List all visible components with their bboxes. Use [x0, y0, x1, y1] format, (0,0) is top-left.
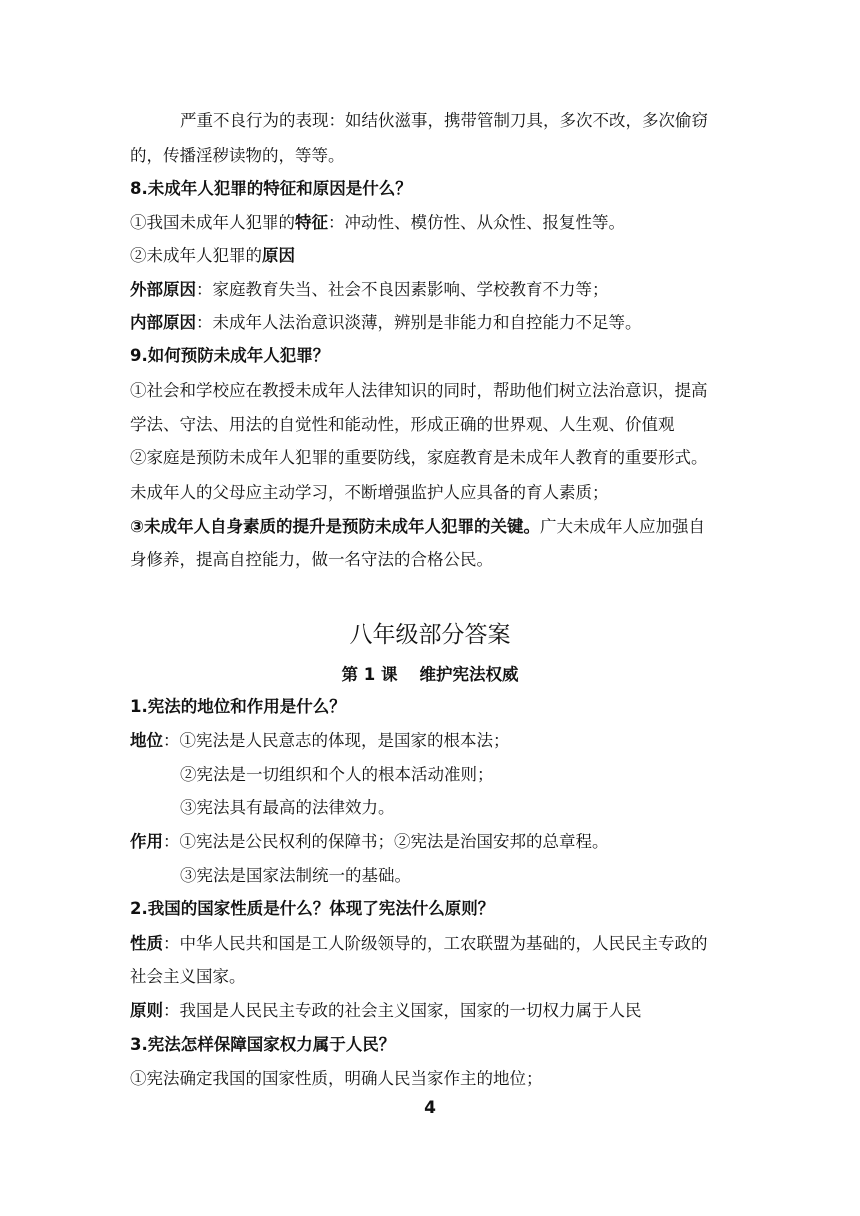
answer-label: 外部原因	[130, 280, 196, 299]
answer-line	[130, 1000, 642, 1022]
question-heading: 9.如何预防未成年人犯罪？	[130, 346, 330, 365]
answer-line: 社会主义国家。	[130, 967, 246, 986]
answer-label: 作用	[130, 832, 163, 851]
question-heading: 2.我国的国家性质是什么？体现了宪法什么原则？	[130, 899, 495, 918]
answer-line	[130, 516, 705, 538]
answer-line: 身修养，提高自控能力，做一名守法的合格公民。	[130, 550, 493, 569]
answer-text: ：未成年人法治意识淡薄，辨别是非能力和自控能力不足等。	[196, 313, 642, 332]
answer-text: 广大未成年人应加强自	[539, 517, 705, 536]
question-heading: 3.宪法怎样保障国家权力属于人民？	[130, 1035, 396, 1054]
answer-line: 学法、守法、用法的自觉性和能动性，形成正确的世界观、人生观、价值观	[130, 415, 675, 434]
question-heading: 8.未成年人犯罪的特征和原因是什么？	[130, 179, 412, 198]
question-heading: 1.宪法的地位和作用是什么？	[130, 697, 346, 716]
lesson-name: 维护宪法权威	[419, 665, 519, 684]
paragraph-line: 的，传播淫秽读物的，等等。	[130, 146, 345, 165]
answer-label: 内部原因	[130, 313, 196, 332]
answer-text: ②未成年人犯罪的	[130, 246, 262, 265]
answer-line	[130, 831, 609, 853]
answer-label: 性质	[130, 934, 163, 953]
answer-text: ：①宪法是人民意志的体现，是国家的根本法；	[163, 731, 510, 750]
page-number: 4	[424, 1098, 436, 1118]
answer-line: ③宪法具有最高的法律效力。	[180, 798, 395, 817]
answer-line	[130, 730, 510, 752]
answer-text: ：冲动性、模仿性、从众性、报复性等。	[328, 213, 625, 232]
answer-line: 未成年人的父母应主动学习，不断增强监护人应具备的育人素质；	[130, 483, 609, 502]
section-title: 八年级部分答案	[349, 622, 511, 648]
answer-text: ①我国未成年人犯罪的	[130, 213, 295, 232]
answer-label: 原则	[130, 1001, 163, 1020]
answer-line	[130, 212, 625, 234]
paragraph-line: 严重不良行为的表现：如结伙滋事，携带管制刀具，多次不改，多次偷窃	[180, 111, 708, 130]
answer-line: ②宪法是一切组织和个人的根本活动准则；	[180, 765, 494, 784]
answer-bold-term: 原因	[262, 246, 295, 265]
answer-line	[130, 279, 609, 301]
answer-line: ③宪法是国家法制统一的基础。	[180, 866, 411, 885]
answer-text: ：①宪法是公民权利的保障书；②宪法是治国安邦的总章程。	[163, 832, 609, 851]
answer-line: ②家庭是预防未成年人犯罪的重要防线，家庭教育是未成年人教育的重要形式。	[130, 448, 708, 467]
answer-line: ①社会和学校应在教授未成年人法律知识的同时，帮助他们树立法治意识，提高	[130, 381, 708, 400]
lesson-title	[0, 664, 860, 686]
answer-line: ①宪法确定我国的国家性质，明确人民当家作主的地位；	[130, 1069, 543, 1088]
answer-line	[130, 312, 642, 334]
answer-text: ：中华人民共和国是工人阶级领导的，工农联盟为基础的，人民民主专政的	[163, 934, 708, 953]
answer-bold-term: ③未成年人自身素质的提升是预防未成年人犯罪的关键。	[130, 517, 540, 536]
answer-line	[130, 933, 708, 955]
answer-text: ：家庭教育失当、社会不良因素影响、学校教育不力等；	[196, 280, 609, 299]
answer-bold-term: 特征	[295, 213, 328, 232]
answer-line	[130, 245, 295, 267]
answer-label: 地位	[130, 731, 163, 750]
lesson-number: 第 1 课	[341, 665, 398, 684]
answer-text: ：我国是人民民主专政的社会主义国家，国家的一切权力属于人民	[163, 1001, 642, 1020]
